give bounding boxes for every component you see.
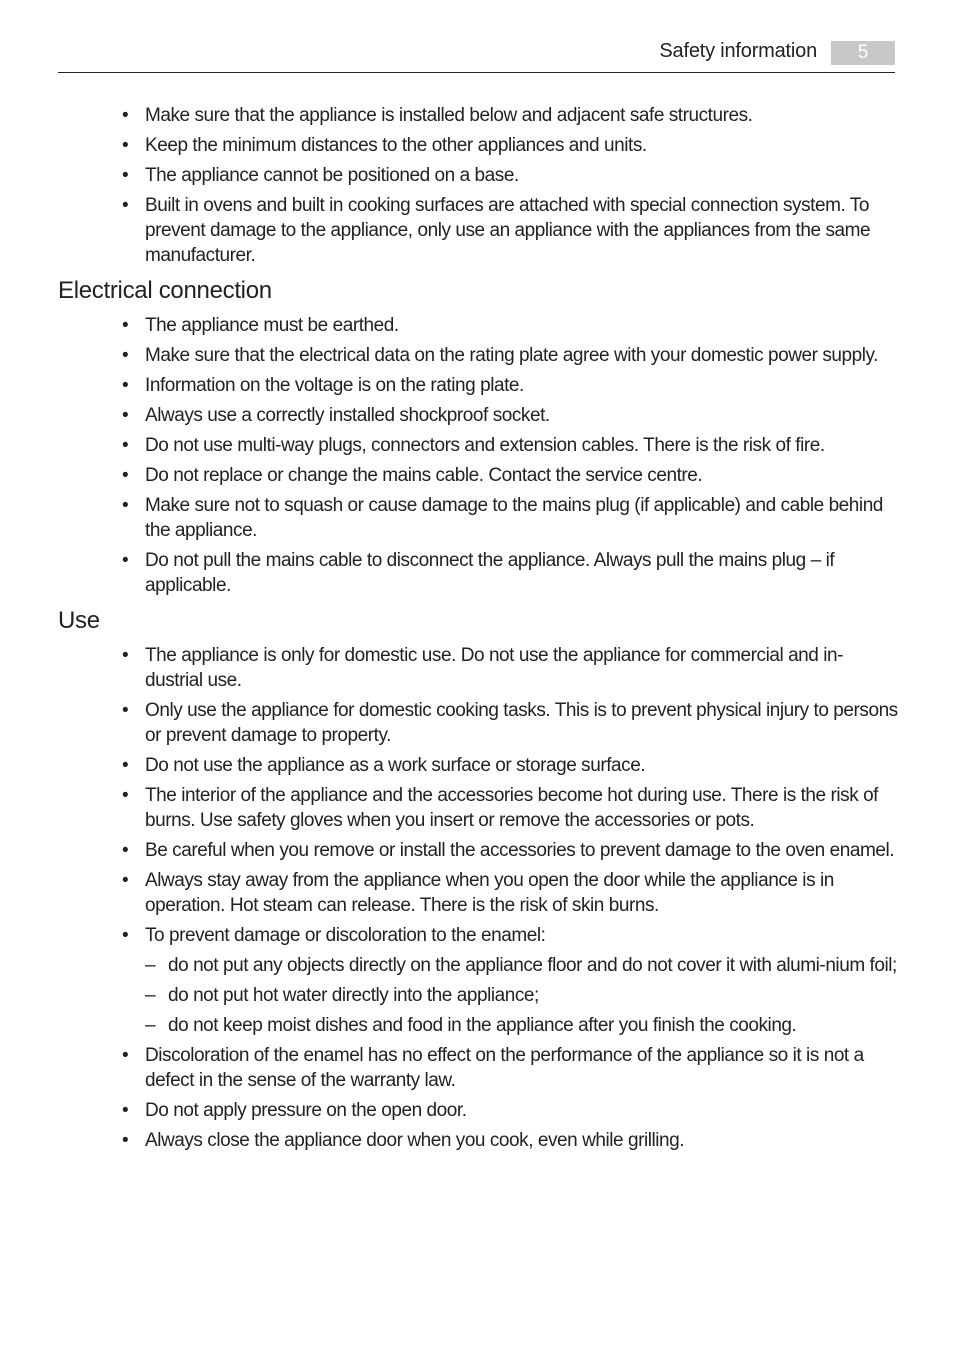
intro-list — [58, 103, 898, 268]
page-header — [58, 38, 895, 73]
list-item: • Do not pull the mains cable to disconnect the appliance. Always pull the mains plug – if applicable. — [122, 550, 835, 596]
list-item: • Do not apply pressure on the open door. — [122, 1100, 467, 1121]
section-heading-use: Use — [58, 607, 100, 634]
list-item: • Information on the voltage is on the rating plate. — [122, 375, 524, 396]
list-item: • Built in ovens and built in cooking surfaces are attached with special connection system. To prevent damage to the appliance, only use an appliance with the appliances from the same manufacturer. — [122, 195, 871, 266]
list-item: • Make sure not to squash or cause damage to the mains plug (if applicable) and cable behind the appliance. — [122, 495, 883, 541]
sub-list — [145, 953, 898, 1038]
list-item: • The appliance must be earthed. — [122, 315, 399, 336]
list-item: • Make sure that the appliance is installed below and adjacent safe structures. — [122, 105, 753, 126]
section-heading-electrical: Electrical connection — [58, 277, 272, 304]
page-content — [58, 103, 898, 1158]
list-item: • Always use a correctly installed shockproof socket. — [122, 405, 550, 426]
electrical-list — [58, 313, 898, 598]
list-item: • The interior of the appliance and the accessories become hot during use. There is the risk of burns. Use safety gloves when you insert or remove the accessories or pots. — [122, 785, 879, 831]
list-item: • Always close the appliance door when you cook, even while grilling. — [122, 1130, 685, 1151]
list-item: • The appliance cannot be positioned on a base. — [122, 165, 519, 186]
list-item: • Do not replace or change the mains cable. Contact the service centre. — [122, 465, 703, 486]
list-item: • Do not use the appliance as a work surface or storage surface. — [122, 755, 646, 776]
list-item: • Always stay away from the appliance when you open the door while the appliance is in operation. Hot steam can release. There is the risk of skin burns. — [122, 870, 834, 916]
list-item: • Do not use multi-way plugs, connectors and extension cables. There is the risk of fire. — [122, 435, 825, 456]
use-list — [58, 643, 898, 1153]
list-item: • Make sure that the electrical data on the rating plate agree with your domestic power supply. — [122, 345, 878, 366]
list-item: • To prevent damage or discoloration to the enamel: – do not put any objects directly on the appliance floor and do not cover it with alumi-nium foil; – do not put hot water directly into the appliance; – do not keep moist dishes and food in the appliance after you finish the cooking. — [122, 925, 897, 1036]
page-number: 5 — [831, 41, 895, 65]
sub-list-item: – do not keep moist dishes and food in the appliance after you finish the cooking. — [145, 1015, 797, 1036]
sub-list-item: – do not put any objects directly on the appliance floor and do not cover it with alumi-nium foil; — [145, 955, 897, 976]
list-item: • Only use the appliance for domestic cooking tasks. This is to prevent physical injury to persons or prevent damage to property. — [122, 700, 898, 746]
header-title: Safety information — [659, 40, 817, 62]
sub-list-item: – do not put hot water directly into the appliance; — [145, 985, 539, 1006]
list-item: • The appliance is only for domestic use. Do not use the appliance for commercial and in-dustrial use. — [122, 645, 844, 691]
list-item: • Keep the minimum distances to the other appliances and units. — [122, 135, 647, 156]
list-item: • Discoloration of the enamel has no effect on the performance of the appliance so it is not a defect in the sense of the warranty law. — [122, 1045, 864, 1091]
list-item: • Be careful when you remove or install the accessories to prevent damage to the oven enamel. — [122, 840, 895, 861]
